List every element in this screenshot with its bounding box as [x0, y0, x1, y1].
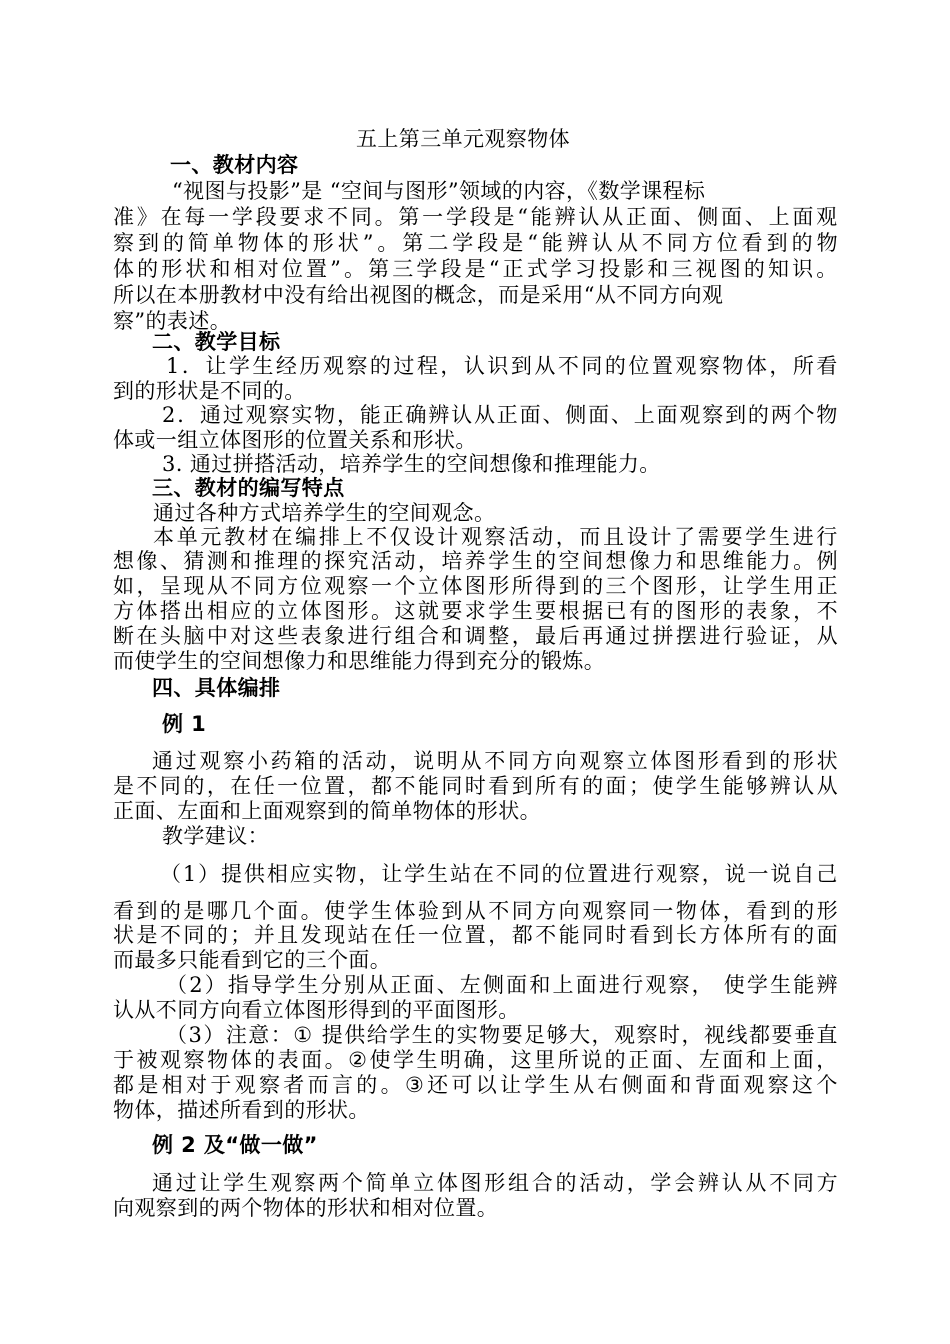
text-line: 到的形状是不同的。 [113, 379, 306, 403]
example-label-1: 例 1 [162, 712, 207, 736]
text-line: 察”的表述。 [113, 309, 232, 333]
document-title: 五上第三单元观察物体 [356, 127, 570, 151]
text-line: 而最多只能看到它的三个面。 [113, 948, 392, 972]
text-line: 准 》 在 每 一 学 段 要 求 不 同 。 第 一 学 段 是 “ 能 辨 认 从 正 面 、 侧 面 、 上 面 观 [113, 205, 838, 229]
text-line: （ 3 ） 注 意 ： ① 提 供 给 学 生 的 实 物 要 足 够 大 ， 观 察 时 ， 视 线 都 要 垂 直 [166, 1023, 838, 1047]
text-line: “视图与投影”是 “空间与图形”领域的内容，《数学课程标 [172, 179, 706, 203]
text-line: 2 ． 通 过 观 察 实 物 ， 能 正 确 辨 认 从 正 面 、 侧 面 、 上 面 观 察 到 的 两 个 物 [162, 403, 838, 427]
text-line: 于 被 观 察 物 体 的 表 面 。 ② 使 学 生 明 确 ， 这 里 所 说 的 正 面 、 左 面 和 上 面 ， [113, 1048, 838, 1072]
text-line: 3. 通过拼搭活动，培养学生的空间想像和推理能力。 [162, 452, 661, 476]
section-heading-1: 一、教材内容 [170, 153, 299, 177]
text-line: 体 的 形 状 和 相 对 位 置 ” 。 第 三 学 段 是 “ 正 式 学 习 投 影 和 三 视 图 的 知 识 。 [113, 257, 838, 281]
text-line: 物体，描述所看到的形状。 [113, 1098, 370, 1122]
text-line: 都 是 相 对 于 观 察 者 而 言 的 。 ③ 还 可 以 让 学 生 从 右 侧 面 和 背 面 观 察 这 个 [113, 1073, 838, 1097]
text-line: 如 ， 呈 现 从 不 同 方 位 观 察 一 个 立 体 图 形 所 得 到 的 三 个 图 形 ， 让 学 生 用 正 [113, 574, 838, 598]
text-line: 想 像 、 猜 测 和 推 理 的 探 究 活 动 ， 培 养 学 生 的 空 间 想 像 力 和 思 维 能 力 。 例 [113, 549, 838, 573]
text-line: 1 ． 让 学 生 经 历 观 察 的 过 程 ， 认 识 到 从 不 同 的 位 置 观 察 物 体 ， 所 看 [166, 354, 838, 378]
text-line: 察 到 的 简 单 物 体 的 形 状 ” 。 第 二 学 段 是 “ 能 辨 认 从 不 同 方 位 看 到 的 物 [113, 231, 838, 255]
text-line: 通 过 观 察 小 药 箱 的 活 动 ， 说 明 从 不 同 方 向 观 察 立 体 图 形 看 到 的 形 状 [152, 749, 838, 773]
text-line: 所以在本册教材中没有给出视图的概念，而是采用“从不同方向观 [113, 283, 724, 307]
advice-label: 教学建议： [162, 824, 269, 848]
text-line: 状 是 不 同 的 ； 并 且 发 现 站 在 任 一 位 置 ， 都 不 能 同 时 看 到 长 方 体 所 有 的 面 [113, 923, 838, 947]
text-line: 通 过 让 学 生 观 察 两 个 简 单 立 体 图 形 组 合 的 活 动 ， 学 会 辨 认 从 不 同 方 [152, 1171, 838, 1195]
text-line: 通过各种方式培养学生的空间观念。 [153, 501, 496, 525]
text-line: （ 2 ） 指 导 学 生 分 别 从 正 面 、 左 侧 面 和 上 面 进 行 观 察 ， 使 学 生 能 辨 [166, 973, 838, 997]
text-line: 是 不 同 的 ， 在 任 一 位 置 ， 都 不 能 同 时 看 到 所 有 的 面 ； 使 学 生 能 够 辨 认 从 [113, 774, 838, 798]
section-heading-2: 二、教学目标 [152, 330, 281, 354]
text-line: 向观察到的两个物体的形状和相对位置。 [113, 1196, 499, 1220]
section-heading-3: 三、教材的编写特点 [152, 476, 345, 500]
text-line: 认从不同方向看立体图形得到的平面图形。 [113, 998, 520, 1022]
text-line: 断 在 头 脑 中 对 这 些 表 象 进 行 组 合 和 调 整 ， 最 后 再 通 过 拼 摆 进 行 验 证 ， 从 [113, 624, 838, 648]
section-heading-4: 四、具体编排 [152, 676, 281, 700]
text-line: 体或一组立体图形的位置关系和形状。 [113, 428, 477, 452]
text-line: （ 1 ） 提 供 相 应 实 物 ， 让 学 生 站 在 不 同 的 位 置 进 行 观 察 ， 说 一 说 自 己 [160, 862, 838, 886]
text-line: 本 单 元 教 材 在 编 排 上 不 仅 设 计 观 察 活 动 ， 而 且 设 计 了 需 要 学 生 进 行 [153, 525, 838, 549]
text-line: 正面、左面和上面观察到的简单物体的形状。 [113, 799, 541, 823]
example-label-2: 例 2 及“做一做” [152, 1133, 318, 1157]
text-line: 方 体 搭 出 相 应 的 立 体 图 形 。 这 就 要 求 学 生 要 根 据 已 有 的 图 形 的 表 象 ， 不 [113, 599, 838, 623]
text-line: 而使学生的空间想像力和思维能力得到充分的锻炼。 [113, 649, 606, 673]
text-line: 看 到 的 是 哪 几 个 面 。 使 学 生 体 验 到 从 不 同 方 向 观 察 同 一 物 体 ， 看 到 的 形 [113, 899, 838, 923]
